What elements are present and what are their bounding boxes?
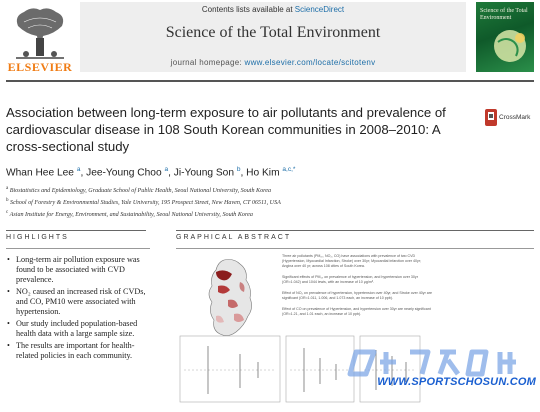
korea-map-figure xyxy=(194,256,270,342)
watermark-url: WWW.SPORTSCHOSUN.COM xyxy=(377,376,536,388)
affiliation-text: School of Forestry & Environmental Studies, Yale University, 195 Prospect Street, New Haven, CT 06511, USA xyxy=(10,200,281,207)
author-name[interactable]: Whan Hee Lee xyxy=(6,167,74,179)
ga-note: Significant effects of PM₁₀ on prevalence of hypertension, and hypertension over 30yr (OR=1.042) and 1044 lewis, with an increase of 10 μg/m³. xyxy=(282,275,418,284)
contents-line xyxy=(80,5,466,14)
affiliation-marker: b xyxy=(6,198,9,204)
journal-title: Science of the Total Environment xyxy=(165,24,381,41)
graphical-abstract-notes xyxy=(282,254,432,323)
affiliation-item xyxy=(6,208,526,220)
author-affiliation-marker[interactable]: a xyxy=(164,166,169,173)
highlights-heading: HIGHLIGHTS xyxy=(6,234,69,241)
highlight-item: • Our study included population-based health data with a large sample size. xyxy=(14,319,150,339)
ga-note: Effect of CO on prevalence of Hypertension, and hypertension over 30yr are nearly significant (OR=1.21, and 1.01 each, an increase of 10 ppb). xyxy=(282,307,431,316)
crossmark-button[interactable] xyxy=(484,108,536,132)
sciencedirect-link[interactable]: ScienceDirect xyxy=(294,5,345,14)
graphical-abstract-heading: GRAPHICAL ABSTRACT xyxy=(176,234,292,241)
crossmark-icon xyxy=(484,108,498,128)
highlight-item: • The results are important for health-related policies in each community. xyxy=(14,341,150,361)
cover-globe-graphic xyxy=(476,2,534,72)
cover-title: Science of the Total Environment xyxy=(480,8,528,21)
author-affiliation-marker[interactable]: a xyxy=(76,166,81,173)
homepage-line xyxy=(80,58,466,67)
author-affiliation-marker[interactable]: a,c,* xyxy=(282,166,296,173)
homepage-prefix: journal homepage: xyxy=(170,58,245,67)
affiliation-item xyxy=(6,196,526,208)
author-name[interactable]: Ho Kim xyxy=(246,167,280,179)
crossmark-label: CrossMark xyxy=(499,114,531,121)
plot-panel xyxy=(180,336,280,402)
affiliation-text: Asian Institute for Energy, Environment, and Sustainability, Seoul National University, South Korea xyxy=(9,212,253,219)
sportschosun-watermark-logo xyxy=(336,340,536,400)
journal-header xyxy=(0,0,540,76)
journal-banner xyxy=(80,2,466,72)
highlights-rule xyxy=(6,230,146,231)
article-title: Association between long-term exposure to air pollutants and prevalence of cardiovascular disease in 108 South Korean communities in 2008–2010: A cross-sectional study xyxy=(6,105,446,154)
header-rule xyxy=(6,80,534,82)
highlight-item: • NO₂ caused an increased risk of CVDs, and CO, PM10 were associated with hypertension. xyxy=(14,287,150,317)
highlight-item: • Long-term air pollution exposure was found to be associated with CVD prevalence. xyxy=(14,255,150,285)
author-name[interactable]: Ji-Young Son xyxy=(173,167,235,179)
ga-note: Three air pollutants (PM₁₀, NO₂, CO) have associations with prevalence of two CVD (Hypertension, Myocardial Infarction, Stroke) over 30yr; Myocardial infarction over 40yr; Angina over 40 yr; across 108 cities of South Korea. xyxy=(282,254,422,268)
ga-note: Effect of NO₂ on prevalence of hypertension, hypertension over 40yr, and Stroke over 40yr are significant (OR=1.011, 1.006, and 1.073 each, an increase of 10 ppb). xyxy=(282,291,432,300)
affiliation-list xyxy=(6,184,526,220)
graphical-abstract-rule xyxy=(176,230,534,231)
highlights-panel xyxy=(6,248,150,409)
author-list: Whan Hee Lee $^a$, Jee-Young Choo $^a$, Ji-Young Son $^b$, Ho Kim $^{a,c,*}$ xyxy=(6,166,296,179)
affiliation-marker: a xyxy=(6,186,9,191)
author-affiliation-marker[interactable]: b xyxy=(236,166,241,173)
journal-cover-image xyxy=(476,2,534,72)
affiliation-text: Biostatistics and Epidemiology, Graduate School of Public Health, Seoul National University, South Korea xyxy=(9,188,272,195)
author-name[interactable]: Jee-Young Choo xyxy=(86,167,162,179)
affiliation-item xyxy=(6,184,526,196)
affiliation-marker: c xyxy=(6,210,9,216)
highlights-list xyxy=(6,255,150,361)
publisher-name: ELSEVIER xyxy=(7,60,73,74)
contents-prefix: Contents lists available at xyxy=(201,5,295,14)
homepage-link[interactable]: www.elsevier.com/locate/scitotenv xyxy=(244,58,376,67)
